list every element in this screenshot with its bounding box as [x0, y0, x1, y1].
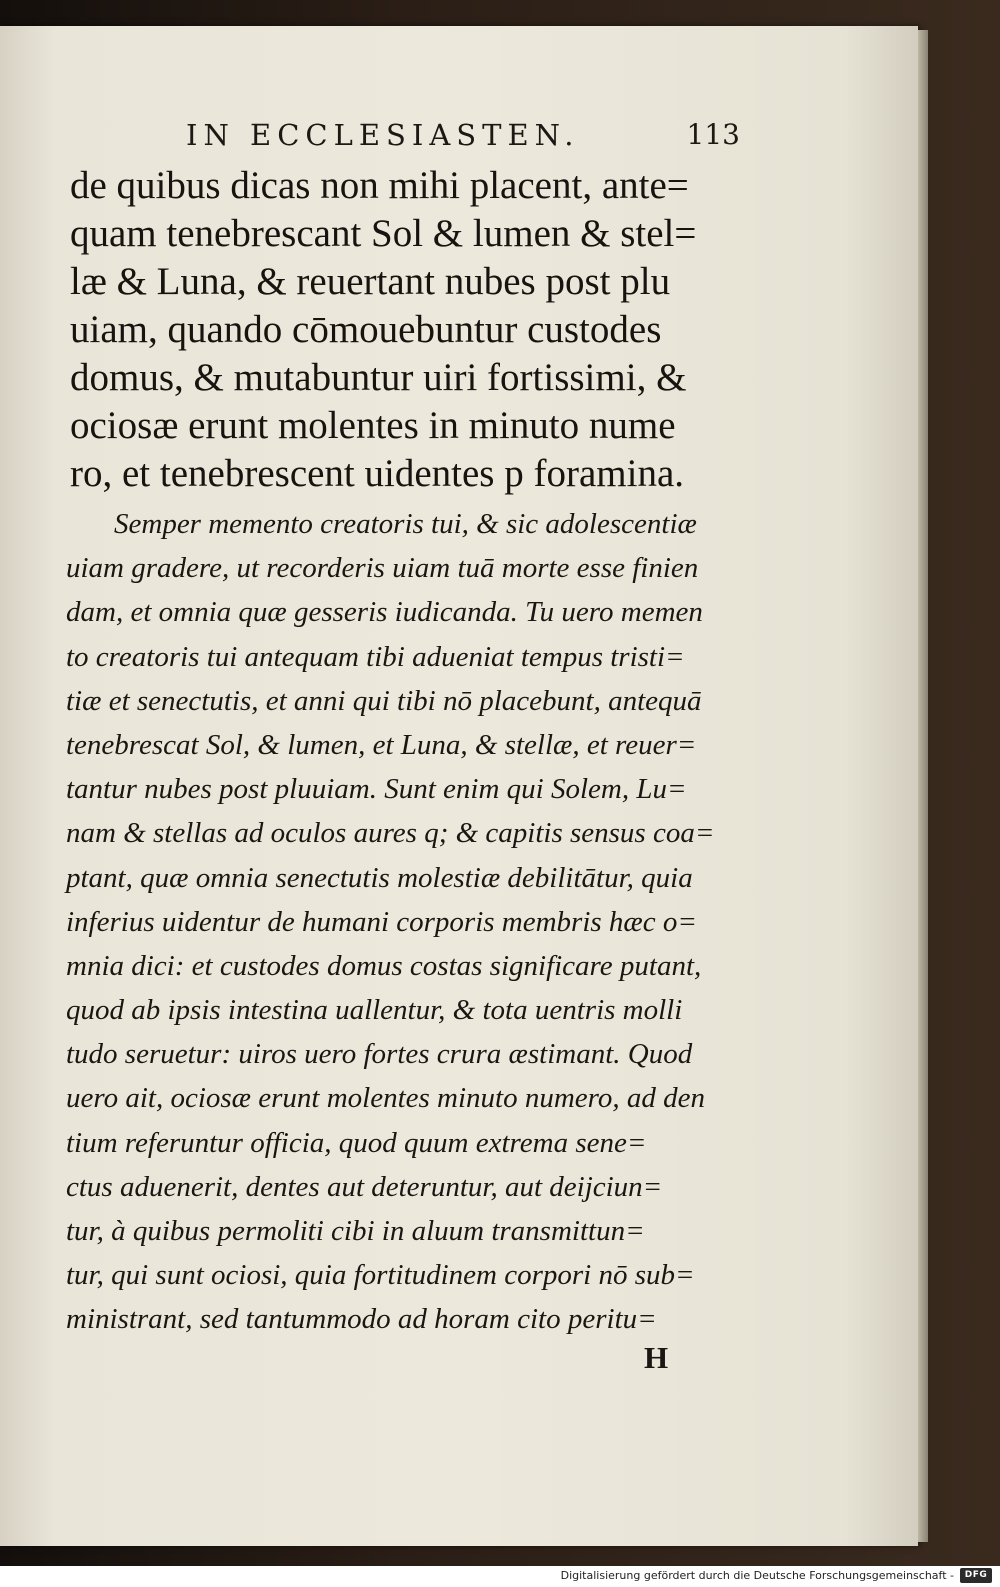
commentary-line: to creatoris tui antequam tibi adueniat tempus tristi= [66, 640, 685, 673]
text-line: ociosæ erunt molentes in minuto nume [70, 404, 676, 447]
page-edge [918, 30, 928, 1542]
italic-commentary-block [66, 502, 740, 1342]
commentary-line: Semper memento creatoris tui, & sic adolescentiæ [114, 508, 697, 540]
text-line: læ & Luna, & reuertant nubes post plu [70, 260, 671, 303]
commentary-line: ctus aduenerit, dentes aut deteruntur, aut deijciun= [66, 1170, 663, 1203]
commentary-line: tur, qui sunt ociosi, quia fortitudinem corpori nō sub= [66, 1259, 695, 1292]
footer-credit: Digitalisierung gefördert durch die Deutsche Forschungsgemeinschaft - [560, 1569, 954, 1582]
roman-text-block [70, 162, 740, 498]
text-line: de quibus dicas non mihi placent, ante= [70, 164, 689, 207]
commentary-line: ptant, quæ omnia senectutis molestiæ debilitātur, quia [66, 861, 693, 894]
text-line: quam tenebrescant Sol & lumen & stel= [70, 212, 697, 255]
commentary-line: ministrant, sed tantummodo ad horam cito peritu= [66, 1303, 657, 1336]
commentary-line: tium referuntur officia, quod quum extrema sene= [66, 1126, 647, 1159]
commentary-line: uero ait, ociosæ erunt molentes minuto numero, ad den [66, 1082, 706, 1115]
commentary-line: tudo seruetur: uiros uero fortes crura æstimant. Quod [66, 1038, 693, 1071]
running-head [70, 118, 740, 158]
running-title: IN ECCLESIASTEN. [186, 118, 580, 152]
dfg-logo[interactable]: DFG [960, 1568, 992, 1583]
footer-bar [0, 1566, 1000, 1587]
commentary-line: tur, à quibus permoliti cibi in aluum transmittun= [66, 1215, 645, 1247]
signature-mark: H [644, 1340, 669, 1375]
text-line: domus, & mutabuntur uiri fortissimi, & [70, 356, 687, 399]
commentary-line: tantur nubes post pluuiam. Sunt enim qui Solem, Lu= [66, 773, 687, 806]
commentary-line: mnia dici: et custodes domus costas significare putant, [66, 949, 702, 982]
commentary-line: tenebrescat Sol, & lumen, et Luna, & stellæ, et reuer= [66, 728, 697, 761]
text-line: ro, et tenebrescent uidentes p foramina. [70, 452, 685, 495]
commentary-line: nam & stellas ad oculos aures q; & capitis sensus coa= [66, 817, 715, 850]
commentary-line: inferius uidentur de humani corporis membris hæc o= [66, 905, 697, 938]
commentary-line: tiæ et senectutis, et anni qui tibi nō placebunt, antequā [66, 684, 702, 717]
commentary-line: quod ab ipsis intestina uallentur, & tota uentris molli [66, 994, 683, 1027]
folio-number: 113 [686, 118, 740, 151]
commentary-line: uiam gradere, ut recorderis uiam tuā morte esse finien [66, 552, 699, 585]
commentary-line: dam, et omnia quæ gesseris iudicanda. Tu uero memen [66, 596, 703, 629]
text-line: uiam, quando cōmouebuntur custodes [70, 308, 662, 351]
